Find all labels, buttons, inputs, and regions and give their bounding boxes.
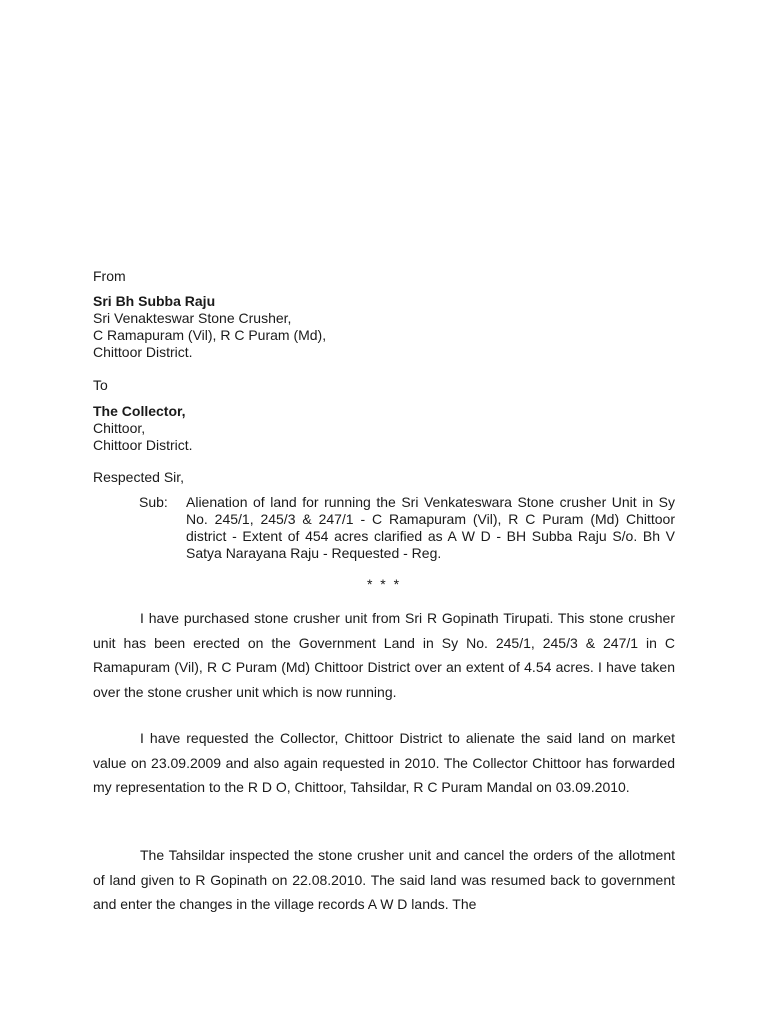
recipient-address-line: Chittoor District. [93,437,193,453]
body-paragraph: I have requested the Collector, Chittoor District to alienate the said land on market value on 23.09.2009 and also again requested in 2010. The Collector Chittoor has forwarded my representation to the R D O, Chittoor, Tahsildar, R C Puram Mandal on 03.09.2010. [93,730,675,795]
salutation [93,469,675,486]
recipient-address-line: Chittoor, [93,420,146,436]
sender-address-line: Sri Venakteswar Stone Crusher, [93,310,292,326]
body-paragraph: The Tahsildar inspected the stone crusher unit and cancel the orders of the allotment of land given to R Gopinath on 22.08.2010. The said land was resumed back to government and enter the changes in the village records A W D lands. The [93,847,675,912]
sender-name: Sri Bh Subba Raju [93,293,216,309]
to-label-text: To [93,377,108,393]
body-paragraph: I have purchased stone crusher unit from Sri R Gopinath Tirupati. This stone crusher unit has been erected on the Government Land in Sy No. 245/1, 245/3 & 247/1 in C Ramapuram (Vil), R C Puram (Md) Chittoor District over an extent of 4.54 acres. I have taken over the stone crusher unit which is now running. [93,610,675,700]
to-label [93,377,675,394]
sender-address-line: Chittoor District. [93,344,193,360]
sender-address [93,293,675,361]
recipient-name: The Collector, [93,403,186,419]
sender-address-line: C Ramapuram (Vil), R C Puram (Md), [93,327,327,343]
from-label [93,268,675,285]
section-separator: * * * [366,576,402,592]
salutation-text: Respected Sir, [93,469,185,485]
subject-label: Sub: [139,494,168,510]
subject-text: Alienation of land for running the Sri Venkateswara Stone crusher Unit in Sy No. 245/1, 245/3 & 247/1 - C Ramapuram (Vil), R C Puram (Md) Chittoor district - Extent of 454 acres clarified as A W D - BH Subba Raju S/o. Bh V Satya Narayana Raju - Requested - Reg. [186,494,675,561]
from-label-text: From [93,268,126,284]
recipient-address [93,403,675,454]
